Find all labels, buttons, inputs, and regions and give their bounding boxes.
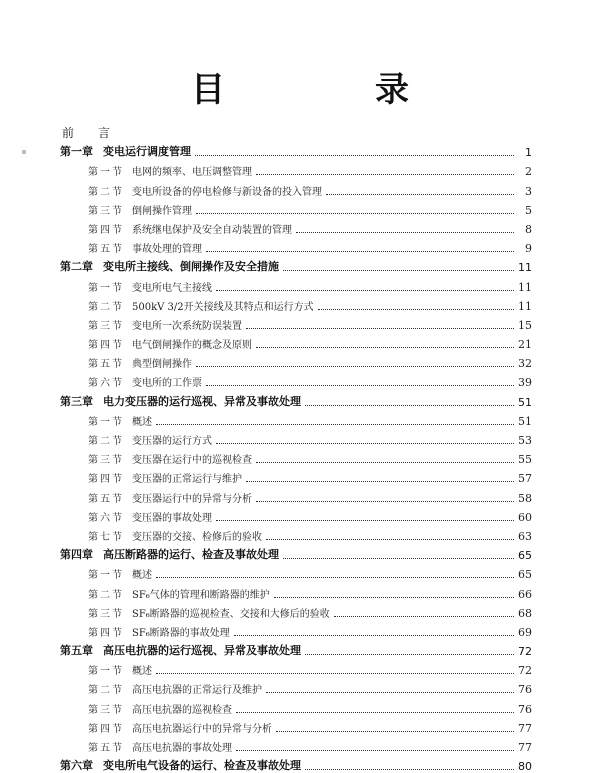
dot-leader xyxy=(216,520,514,521)
section-title: 变压器的正常运行与维护 xyxy=(132,474,242,486)
section-entry xyxy=(60,294,532,313)
section-entry xyxy=(60,658,532,677)
section-number: 第五节 xyxy=(88,244,124,256)
section-title: 系统继电保护及安全自动装置的管理 xyxy=(132,224,292,236)
dot-leader xyxy=(195,155,514,156)
section-title: 概述 xyxy=(132,666,152,678)
dot-leader xyxy=(283,558,514,559)
page-number: 72 xyxy=(518,664,532,678)
section-number: 第三节 xyxy=(88,205,124,217)
page-number: 69 xyxy=(518,625,532,639)
dot-leader xyxy=(234,635,514,636)
page-number: 55 xyxy=(518,453,532,467)
section-entry xyxy=(60,716,532,735)
section-number: 第四节 xyxy=(88,474,124,486)
chapter-entry xyxy=(60,639,532,658)
section-title: 概述 xyxy=(132,416,152,428)
dot-leader xyxy=(256,174,514,175)
dot-leader xyxy=(283,270,514,271)
section-title: 变压器的交接、检修后的验收 xyxy=(132,531,262,543)
section-entry xyxy=(60,620,532,639)
dot-leader xyxy=(206,251,514,252)
section-number: 第五节 xyxy=(88,743,124,754)
chapter-title: 高压电抗器的运行巡视、异常及事故处理 xyxy=(103,644,301,658)
section-entry xyxy=(60,735,532,754)
section-number: 第一节 xyxy=(88,167,124,179)
section-title: 电网的频率、电压调整管理 xyxy=(132,167,252,179)
page-number: 39 xyxy=(518,376,532,390)
page-number: 53 xyxy=(518,434,532,447)
chapter-title: 变电所电气设备的运行、检查及事故处理 xyxy=(103,759,301,773)
section-title: 变压器的事故处理 xyxy=(132,512,212,524)
dot-leader xyxy=(296,232,514,233)
section-number: 第三节 xyxy=(88,455,124,467)
page-number: 11 xyxy=(518,280,532,294)
section-number: 第一节 xyxy=(88,570,124,582)
dot-leader xyxy=(274,597,514,598)
page-number: 77 xyxy=(518,721,532,735)
dot-leader xyxy=(156,673,514,674)
page-number: 1 xyxy=(525,146,532,160)
section-entry xyxy=(60,332,532,351)
section-number: 第四节 xyxy=(88,627,124,639)
section-number: 第四节 xyxy=(88,723,124,735)
section-entry xyxy=(60,178,532,197)
section-title: 变压器运行中的异常与分析 xyxy=(132,493,252,505)
section-number: 第七节 xyxy=(88,531,124,543)
page-number: 76 xyxy=(518,683,532,697)
section-entry xyxy=(60,274,532,293)
section-title: 变电所一次系统防误装置 xyxy=(132,320,242,332)
section-title: 高压电抗器的巡视检查 xyxy=(132,704,232,716)
chapter-title: 电力变压器的运行巡视、异常及事故处理 xyxy=(103,394,301,408)
page-number: 5 xyxy=(525,203,532,217)
section-entry xyxy=(60,409,532,428)
section-title: 概述 xyxy=(132,570,152,582)
chapter-title: 高压断路器的运行、检查及事故处理 xyxy=(103,548,279,562)
dot-leader xyxy=(305,769,514,770)
dot-leader xyxy=(246,481,514,482)
page-number: 60 xyxy=(518,510,532,524)
section-entry xyxy=(60,677,532,696)
section-number: 第三节 xyxy=(88,704,124,716)
chapter-number: 第五章 xyxy=(60,644,93,658)
dot-leader xyxy=(326,194,514,195)
section-number: 第一节 xyxy=(88,666,124,678)
dot-leader xyxy=(206,385,514,386)
page-number: 80 xyxy=(518,760,532,773)
page-number: 58 xyxy=(518,491,532,505)
section-title: 高压电抗器的正常运行及维护 xyxy=(132,685,262,697)
chapter-number: 第二章 xyxy=(60,260,93,274)
section-entry xyxy=(60,562,532,581)
section-entry xyxy=(60,198,532,217)
section-number: 第二节 xyxy=(88,589,124,601)
page-number: 51 xyxy=(518,414,532,428)
section-number: 第三节 xyxy=(88,320,124,332)
section-number: 第二节 xyxy=(88,685,124,697)
section-entry xyxy=(60,505,532,524)
page-title: 目 录 xyxy=(191,70,467,110)
section-entry xyxy=(60,370,532,389)
section-entry xyxy=(60,313,532,332)
section-title: SF₆气体的管理和断路器的维护 xyxy=(132,589,270,601)
section-number: 第六节 xyxy=(88,378,124,390)
section-title: SF₆断路器的巡视检查、交接和大修后的验收 xyxy=(132,608,330,620)
table-of-contents xyxy=(60,140,532,773)
dot-leader xyxy=(236,712,514,713)
dot-leader xyxy=(318,309,514,310)
preface-entry: 前 言 xyxy=(62,126,117,140)
page-number: 2 xyxy=(525,165,532,179)
dot-leader xyxy=(266,539,514,540)
section-title: 变电所电气主接线 xyxy=(132,282,212,294)
page-number: 3 xyxy=(525,184,532,198)
section-entry xyxy=(60,447,532,466)
page-number: 65 xyxy=(518,568,532,582)
section-number: 第四节 xyxy=(88,224,124,236)
section-title: 高压电抗器的事故处理 xyxy=(132,743,232,754)
dot-leader xyxy=(266,692,514,693)
dot-leader xyxy=(305,405,514,406)
page-number: 51 xyxy=(518,395,532,409)
section-entry xyxy=(60,485,532,504)
section-title: 变压器在运行中的巡视检查 xyxy=(132,455,252,467)
section-number: 第二节 xyxy=(88,436,124,447)
section-number: 第三节 xyxy=(88,608,124,620)
dot-leader xyxy=(196,366,514,367)
section-number: 第六节 xyxy=(88,512,124,524)
section-entry xyxy=(60,428,532,447)
chapter-number: 第三章 xyxy=(60,394,93,408)
section-title: 变压器的运行方式 xyxy=(132,436,212,447)
scan-mark xyxy=(22,150,26,154)
chapter-entry xyxy=(60,389,532,408)
dot-leader xyxy=(334,616,514,617)
section-title: 500kV 3/2开关接线及其特点和运行方式 xyxy=(132,301,314,313)
dot-leader xyxy=(256,462,514,463)
page-number: 77 xyxy=(518,741,532,754)
page-number: 21 xyxy=(518,338,532,352)
section-title: 高压电抗器运行中的异常与分析 xyxy=(132,723,272,735)
chapter-entry xyxy=(60,754,532,773)
chapter-title: 变电运行调度管理 xyxy=(103,145,191,159)
section-number: 第一节 xyxy=(88,282,124,294)
dot-leader xyxy=(156,577,514,578)
section-entry xyxy=(60,217,532,236)
section-entry xyxy=(60,351,532,370)
dot-leader xyxy=(196,213,514,214)
section-entry xyxy=(60,601,532,620)
page-number: 65 xyxy=(518,549,532,563)
section-title: SF₆断路器的事故处理 xyxy=(132,627,230,639)
section-entry xyxy=(60,581,532,600)
page-number: 68 xyxy=(518,606,532,620)
dot-leader xyxy=(256,347,514,348)
page-number: 11 xyxy=(518,299,532,313)
dot-leader xyxy=(256,501,514,502)
section-title: 电气倒闸操作的概念及原则 xyxy=(132,340,252,352)
dot-leader xyxy=(156,424,514,425)
chapter-entry xyxy=(60,140,532,159)
section-title: 变电所设备的停电检修与新设备的投入管理 xyxy=(132,186,322,198)
page-number: 57 xyxy=(518,472,532,486)
dot-leader xyxy=(216,290,514,291)
dot-leader xyxy=(246,328,514,329)
dot-leader xyxy=(216,443,514,444)
dot-leader xyxy=(305,654,514,655)
chapter-number: 第六章 xyxy=(60,759,93,773)
page-number: 76 xyxy=(518,702,532,716)
page-number: 32 xyxy=(518,357,532,371)
page-number: 11 xyxy=(518,261,532,275)
page-number: 66 xyxy=(518,587,532,601)
section-title: 变电所的工作票 xyxy=(132,378,202,390)
chapter-title: 变电所主接线、倒闸操作及安全措施 xyxy=(103,260,279,274)
section-entry xyxy=(60,466,532,485)
section-number: 第五节 xyxy=(88,359,124,371)
section-title: 事故处理的管理 xyxy=(132,244,202,256)
dot-leader xyxy=(236,750,514,751)
chapter-number: 第一章 xyxy=(60,145,93,159)
section-title: 典型倒闸操作 xyxy=(132,359,192,371)
section-number: 第二节 xyxy=(88,301,124,313)
section-title: 倒闸操作管理 xyxy=(132,205,192,217)
chapter-entry xyxy=(60,543,532,562)
section-entry xyxy=(60,159,532,178)
chapter-entry xyxy=(60,255,532,274)
page-number: 15 xyxy=(518,318,532,332)
section-entry xyxy=(60,236,532,255)
section-number: 第二节 xyxy=(88,186,124,198)
page-number: 63 xyxy=(518,529,532,543)
section-number: 第一节 xyxy=(88,416,124,428)
section-number: 第四节 xyxy=(88,340,124,352)
dot-leader xyxy=(276,731,514,732)
section-entry xyxy=(60,696,532,715)
section-entry xyxy=(60,524,532,543)
page-number: 9 xyxy=(525,242,532,256)
chapter-number: 第四章 xyxy=(60,548,93,562)
page-number: 72 xyxy=(518,645,532,659)
page-number: 8 xyxy=(525,222,532,236)
section-number: 第五节 xyxy=(88,493,124,505)
